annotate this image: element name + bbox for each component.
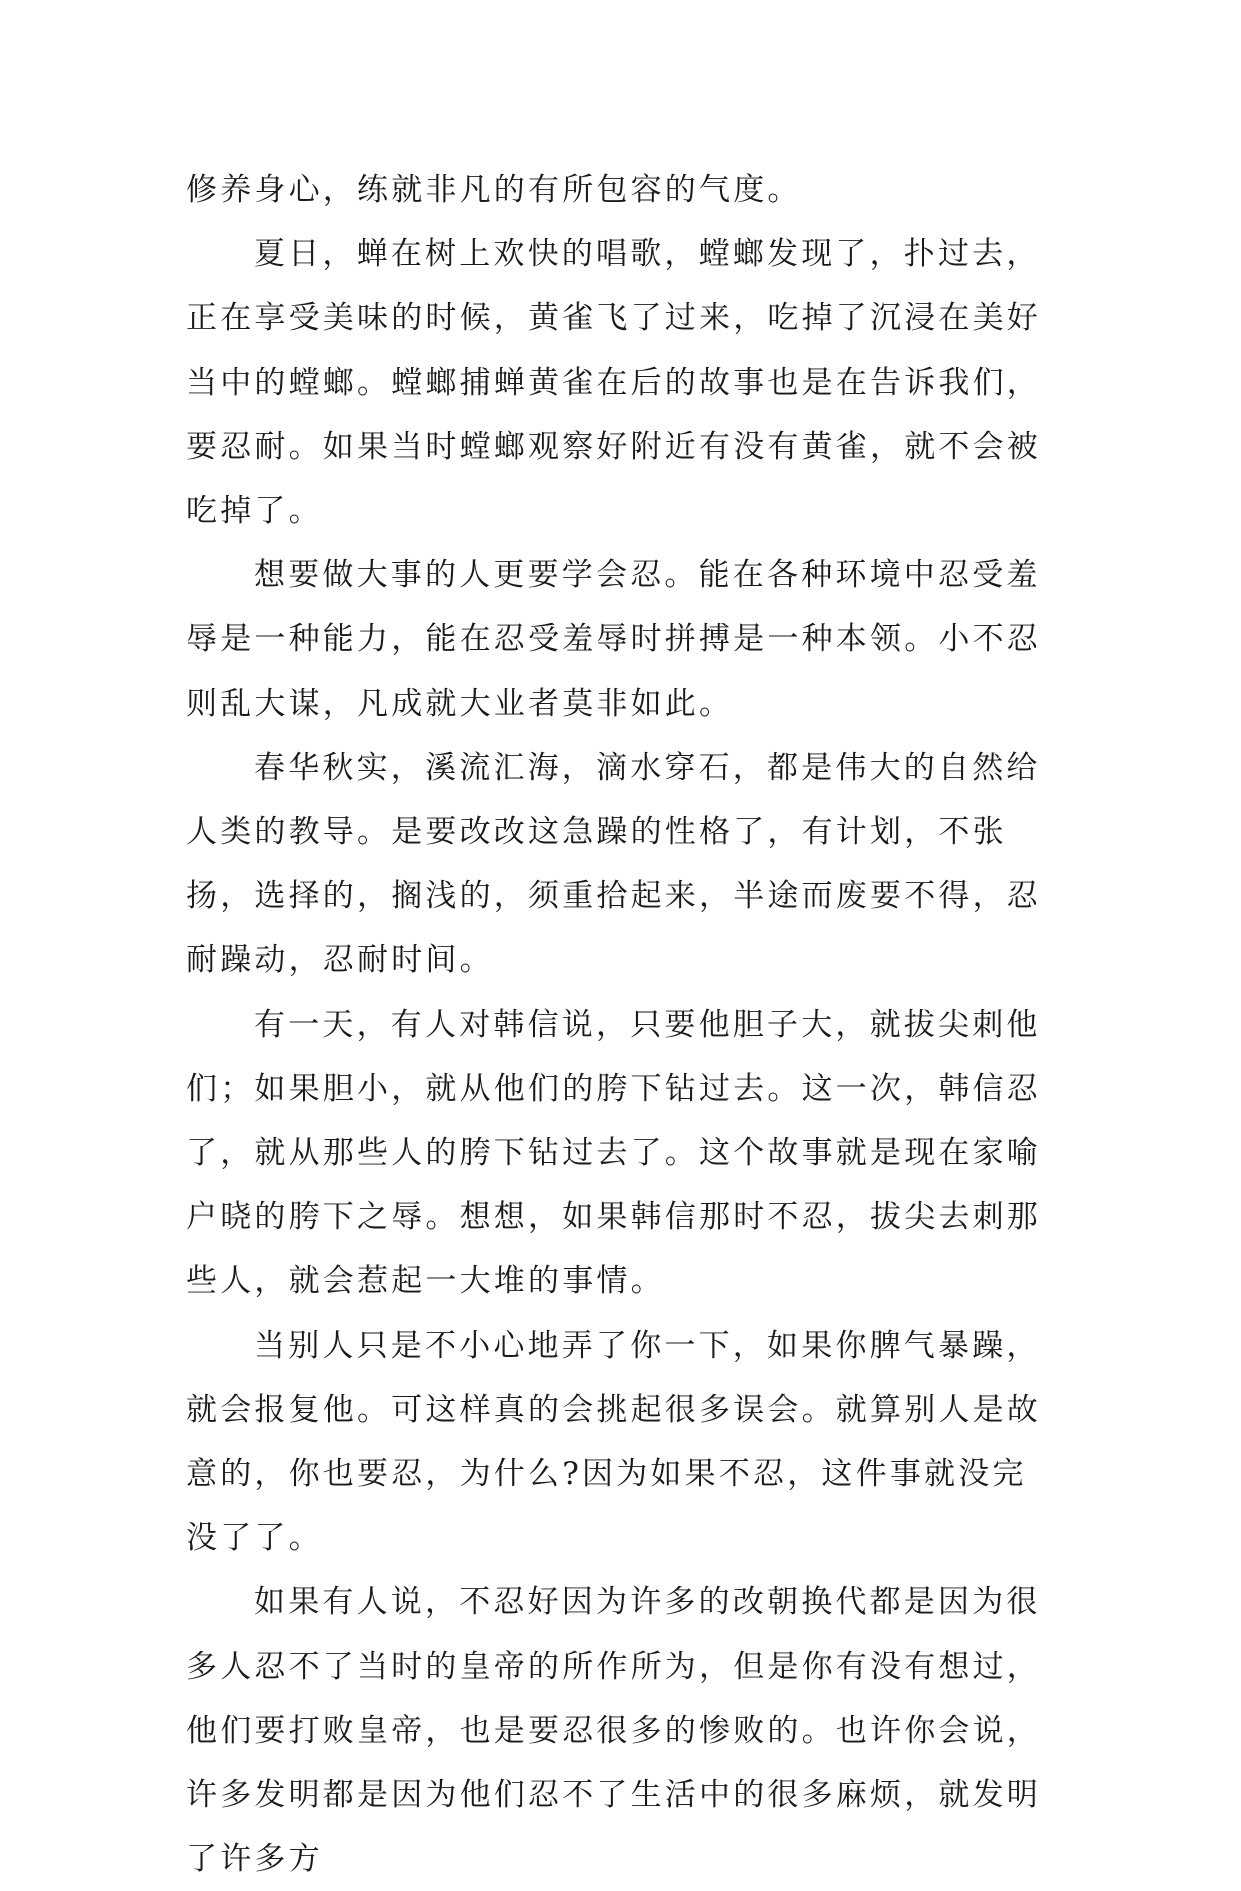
document-body bbox=[186, 158, 1056, 1891]
paragraph: 有一天，有人对韩信说，只要他胆子大，就拔尖刺他们；如果胆小，就从他们的胯下钻过去。这一次，韩信忍了，就从那些人的胯下钻过去了。这个故事就是现在家喻户晓的胯下之辱。想想，如果韩信那时不忍，拔尖去刺那些人，就会惹起一大堆的事情。 bbox=[186, 1006, 1041, 1300]
paragraph: 想要做大事的人更要学会忍。能在各种环境中忍受羞辱是一种能力，能在忍受羞辱时拼搏是一种本领。小不忍则乱大谋，凡成就大业者莫非如此。 bbox=[186, 557, 1041, 722]
paragraph-continued: 修养身心，练就非凡的有所包容的气度。 bbox=[186, 172, 802, 208]
paragraph: 春华秋实，溪流汇海，滴水穿石，都是伟大的自然给人类的教导。是要改改这急躁的性格了，有计划，不张扬，选择的，搁浅的，须重拾起来，半途而废要不得，忍耐躁动，忍耐时间。 bbox=[186, 749, 1041, 979]
paragraph: 当别人只是不小心地弄了你一下，如果你脾气暴躁，就会报复他。可这样真的会挑起很多误会。就算别人是故意的，你也要忍，为什么?因为如果不忍，这件事就没完没了了。 bbox=[186, 1327, 1041, 1557]
paragraph: 如果有人说，不忍好因为许多的改朝换代都是因为很多人忍不了当时的皇帝的所作所为，但是你有没有想过，他们要打败皇帝，也是要忍很多的惨败的。也许你会说，许多发明都是因为他们忍不了生活中的很多麻烦，就发明了许多方 bbox=[186, 1584, 1041, 1878]
paragraph: 夏日，蝉在树上欢快的唱歌，螳螂发现了，扑过去，正在享受美味的时候，黄雀飞了过来，吃掉了沉浸在美好当中的螳螂。螳螂捕蝉黄雀在后的故事也是在告诉我们，要忍耐。如果当时螳螂观察好附近有没有黄雀，就不会被吃掉了。 bbox=[186, 236, 1041, 530]
